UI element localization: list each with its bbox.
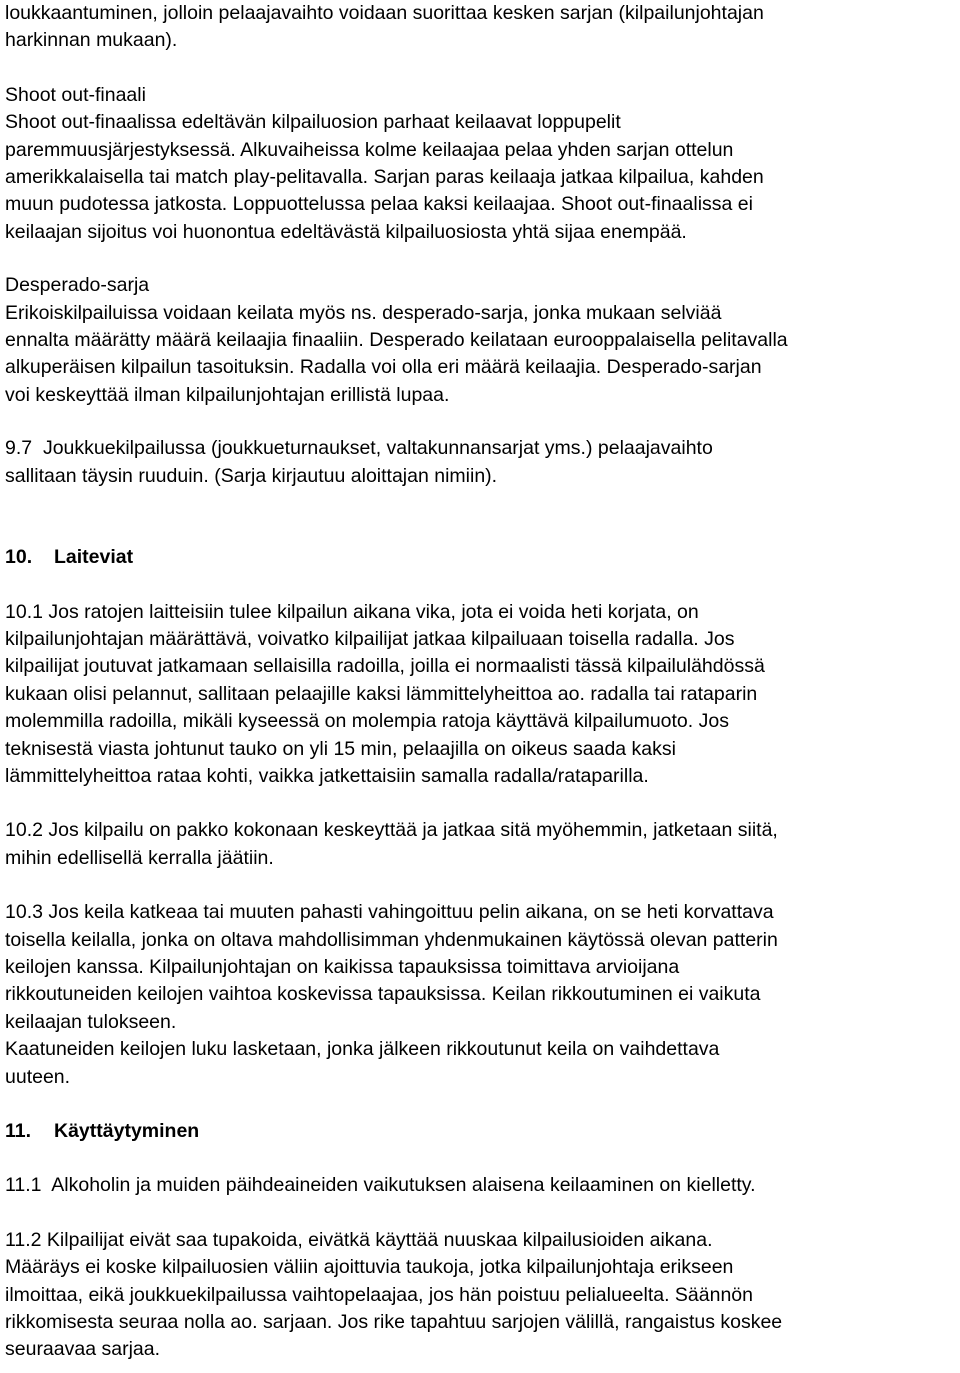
- document-page: [5, 0, 955, 1364]
- text-line: Shoot out-finaali: [5, 83, 146, 106]
- text-line: muun pudotessa jatkosta. Loppuottelussa pelaa kaksi keilaajaa. Shoot out-finaalissa ei: [5, 193, 753, 216]
- text-line: kilpailijat joutuvat jatkamaan sellaisilla radoilla, joilla ei normaalisti tässä kilpailulähdössä: [5, 655, 765, 678]
- paragraph-intro: [5, 0, 955, 55]
- text-line: 10.1 Jos ratojen laitteisiin tulee kilpailun aikana vika, jota ei voida heti korjata, on: [5, 600, 699, 623]
- text-line: alkuperäisen kilpailun tasoituksin. Radalla voi olla eri määrä keilaajia. Desperado-sarjan: [5, 356, 762, 379]
- text-line: 10.2 Jos kilpailu on pakko kokonaan keskeyttää ja jatkaa sitä myöhemmin, jatketaan siitä,: [5, 819, 778, 842]
- text-line: sallitaan täysin ruuduin. (Sarja kirjautuu aloittajan nimiin).: [5, 464, 498, 487]
- text-line: keilaajan sijoitus voi huonontua edeltävästä kilpailuosiosta yhtä sijaa enempää.: [5, 220, 687, 243]
- text-line: rikkomisesta seuraa nolla ao. sarjaan. Jos rike tapahtuu sarjojen välillä, rangaistus koskee: [5, 1311, 783, 1334]
- text-line: uuteen.: [5, 1065, 71, 1088]
- text-line: Kaatuneiden keilojen luku lasketaan, jonka jälkeen rikkoutunut keila on vaihdettava: [5, 1038, 720, 1061]
- text-line: Shoot out-finaalissa edeltävän kilpailuosion parhaat keilaavat loppupelit: [5, 111, 621, 134]
- text-line: 9.7 Joukkuekilpailussa (joukkueturnaukset, valtakunnansarjat yms.) pelaajavaihto: [5, 437, 713, 460]
- section-title: Käyttäytyminen: [54, 1120, 200, 1142]
- text-line: Erikoiskilpailuissa voidaan keilata myös ns. desperado-sarja, jonka mukaan selviää: [5, 301, 722, 324]
- text-line: lämmittelyheittoa rataa kohti, vaikka jatkettaisiin samalla radalla/rataparilla.: [5, 764, 649, 787]
- paragraph-10-2: [5, 817, 955, 872]
- paragraph-11-1: [5, 1172, 955, 1199]
- text-line: keilaajan tulokseen.: [5, 1010, 177, 1033]
- text-line: 11.1 Alkoholin ja muiden päihdeaineiden vaikutuksen alaisena keilaaminen on kielletty.: [5, 1174, 756, 1197]
- section-number: 10.: [5, 546, 33, 569]
- text-line: keilojen kanssa. Kilpailunjohtajan on kaikissa tapauksissa toimittava arvioijana: [5, 955, 680, 978]
- text-line: molemmilla radoilla, mikäli kyseessä on molempia ratoja käyttävä kilpailumuoto. Jos: [5, 710, 729, 733]
- paragraph-10-1: [5, 599, 955, 791]
- text-line: amerikkalaisella tai match play-pelitavalla. Sarjan paras keilaaja jatkaa kilpailua, kahden: [5, 166, 764, 189]
- text-line: kilpailunjohtajan määrättävä, voivatko kilpailijat jatkaa kilpailuaan toisella radalla. Jos: [5, 627, 735, 650]
- text-line: teknisestä viasta johtunut tauko on yli 15 min, pelaajilla on oikeus saada kaksi: [5, 737, 676, 760]
- section-heading-10: [5, 544, 955, 571]
- paragraph-9-7: [5, 435, 955, 490]
- paragraph-11-2: [5, 1227, 955, 1364]
- text-line: harkinnan mukaan).: [5, 29, 178, 52]
- text-line: voi keskeyttää ilman kilpailunjohtajan erillistä lupaa.: [5, 383, 450, 406]
- text-line: Desperado-sarja: [5, 274, 150, 297]
- text-line: toisella keilalla, jonka on oltava mahdollisimman yhdenmukainen käytössä olevan patterin: [5, 928, 778, 951]
- section-number: 11.: [5, 1120, 32, 1142]
- text-line: rikkoutuneiden keilojen vaihtoa koskevissa tapauksissa. Keilan rikkoutuminen ei vaikuta: [5, 983, 761, 1006]
- text-line: seuraavaa sarjaa.: [5, 1338, 161, 1361]
- section-title: Laiteviat: [54, 546, 134, 569]
- text-line: 11.2 Kilpailijat eivät saa tupakoida, eivätkä käyttää nuuskaa kilpailusioiden aikana.: [5, 1228, 713, 1251]
- text-line: paremmuusjärjestyksessä. Alkuvaiheissa kolme keilaajaa pelaa yhden sarjan ottelun: [5, 138, 734, 161]
- paragraph-10-3: [5, 899, 955, 1091]
- text-line: kukaan olisi pelannut, sallitaan pelaajille kaksi lämmittelyheittoa ao. radalla tai rataparin: [5, 682, 758, 705]
- text-line: Määräys ei koske kilpailuosien väliin ajoittuvia taukoja, jotka kilpailunjohtaja erikseen: [5, 1256, 734, 1279]
- text-line: 10.3 Jos keila katkeaa tai muuten pahasti vahingoittuu pelin aikana, on se heti korvattava: [5, 901, 774, 924]
- section-heading-11: [5, 1118, 955, 1145]
- text-line: ennalta määrätty määrä keilaajia finaaliin. Desperado keilataan eurooppalaisella pelitavalla: [5, 329, 788, 352]
- paragraph-shootout: [5, 82, 955, 246]
- text-line: mihin edellisellä kerralla jäätiin.: [5, 846, 274, 869]
- paragraph-desperado: [5, 272, 955, 409]
- text-line: ilmoittaa, eikä joukkuekilpailussa vaihtopelaajaa, jos hän poistuu pelialueelta. Säännön: [5, 1283, 753, 1306]
- text-line: loukkaantuminen, jolloin pelaajavaihto voidaan suorittaa kesken sarjan (kilpailunjohtajan: [5, 2, 764, 24]
